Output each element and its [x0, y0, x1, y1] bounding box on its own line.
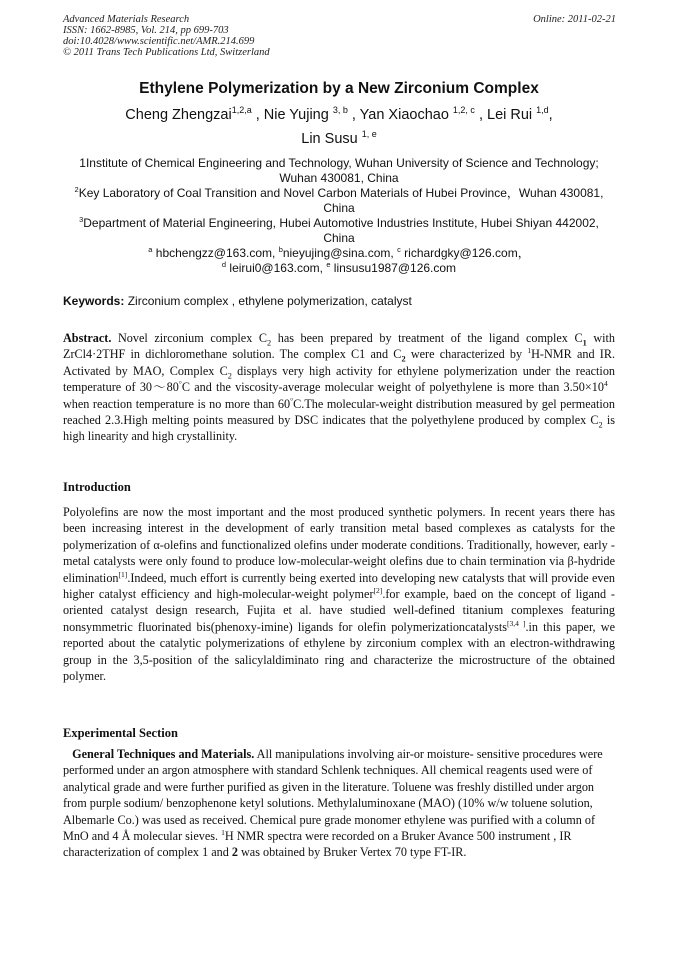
citation: [2]	[373, 585, 383, 595]
experimental-heading: Experimental Section	[63, 726, 178, 740]
online-date: Online: 2011-02-21	[533, 14, 616, 25]
author-affil: 1,d	[536, 105, 549, 116]
abstract-text: H-NMR and IR. Activated by MAO, Complex C	[63, 347, 616, 378]
abstract-text: C and the viscosity-average molecular weight of polyethylene is more than 3.50×10	[181, 380, 604, 395]
abstract	[63, 330, 615, 445]
author-name: Lei Rui	[487, 107, 533, 123]
email-sup: a	[148, 245, 153, 254]
subscript: 2	[401, 354, 406, 364]
abstract-text: Novel zirconium complex C	[117, 331, 268, 345]
author-name: Yan Xiaochao	[359, 107, 449, 123]
intro-text: .Indeed, much effort is currently being exerted into developing new catalysts that will provide even higher catalyst efficiency and high-molecular-weight polymer	[63, 570, 615, 602]
affiliation-2-text: Key Laboratory of Coal Transition and Novel Carbon Materials of Hubei Province，Wuhan 430081, China	[78, 186, 604, 215]
email-address[interactable]: nieyujing@sina.com,	[282, 246, 394, 260]
subscript: 2	[267, 338, 272, 348]
author-name: Nie Yujing	[263, 107, 329, 123]
email-address[interactable]: leirui0@163.com,	[229, 261, 323, 275]
journal-name: Advanced Materials Research	[63, 14, 190, 25]
author-affil: 1,2,a	[231, 105, 252, 116]
email-list	[63, 246, 615, 276]
author-affil: 3, b	[332, 105, 348, 116]
superscript: 1	[527, 346, 532, 356]
keywords-label: Keywords:	[63, 294, 125, 308]
experimental-body	[63, 746, 615, 861]
degree-sign: °	[290, 395, 294, 405]
affiliation-2-sup: 2	[74, 185, 79, 194]
abstract-text: with ZrCl4·2THF in dichloromethane solution. The complex C1 and C	[63, 331, 616, 362]
intro-text: .in this paper, we reported about the catalytic polymerizations of ethylene by zirconium complex with an electron-withdrawing group in the 3,5-position of the salicylaldiminato ring and characterize the microstructure of the obtained polymer.	[63, 619, 615, 684]
experimental-text: was obtained by Bruker Vertex 70 type FT-IR.	[241, 845, 467, 860]
general-techniques-subheading: General Techniques and Materials.	[72, 747, 255, 761]
subscript: 2	[598, 420, 603, 430]
experimental-text: All manipulations involving air-or moisture- sensitive procedures were performed under an argon atmosphere with standard Schlenk techniques. All chemical reagents used were of analytical grade and were further purified as given in the literature. Toluene was freshly distilled under argon from purple sodium/ benzophenone ketyl solutions. Methylaluminoxane (MAO) (10% w/w toluene solution, Albemarle Co.) was used as received. Chemical pure grade monomer ethylene was purified with a column of MnO and 4 Å molecular sieves.	[63, 747, 603, 844]
keywords-text: Zirconium complex , ethylene polymerization, catalyst	[127, 294, 412, 308]
email-sup: b	[278, 245, 283, 254]
affiliation-1: 1Institute of Chemical Engineering and Technology, Wuhan University of Science and Technology; Wuhan 430081, China	[79, 156, 599, 185]
author-name: Lin Susu	[301, 131, 358, 147]
citation: [1]	[118, 569, 128, 579]
email-sup: c	[397, 245, 401, 254]
author-name: Cheng Zhengzai	[125, 107, 232, 123]
introduction-heading: Introduction	[63, 480, 131, 494]
email-sup: d	[221, 260, 227, 269]
email-sup: e	[326, 260, 331, 269]
affiliation-2	[63, 186, 615, 216]
subscript: 1	[582, 338, 587, 348]
abstract-label: Abstract.	[63, 331, 112, 345]
email-address[interactable]: hbchengzz@163.com,	[155, 246, 276, 260]
intro-text: Polyolefins are now the most important and the most produced synthetic polymers. In recent years there has been increasing interest in the development of early transition metal based complexes as catalysts for the polymerization of α-olefins and functionalized olefins under moderate conditions. Traditionally, however, early -metal catalysts were only found to produce low-molecular-weight olefins due to chain termination via β-hydride elimination	[63, 505, 615, 585]
abstract-text: when reaction temperature is no more than 60	[63, 396, 291, 411]
copyright-line: © 2011 Trans Tech Publications Ltd, Switzerland	[63, 47, 270, 58]
intro-text: .for example, baed on the concept of ligand -oriented catalyst design research, Fujita et al. have studied well-defined titanium complexes featuring nonsymmetric fluorinated bis(phenoxy-imine) ligands for olefin polymerizationcatalysts	[63, 587, 615, 634]
affiliation-3	[63, 216, 615, 246]
journal-header	[63, 14, 270, 58]
experimental-text: H NMR spectra were recorded on a Bruker Avance 500 instrument , IR characterization of complex 1 and	[63, 829, 572, 860]
subscript: 2	[227, 371, 232, 381]
affiliation-3-text: Department of Material Engineering, Hubei Automotive Industries Institute, Hubei Shiyan 442002, China	[83, 216, 599, 245]
author-affil: 1, e	[361, 129, 377, 140]
superscript: 1	[221, 827, 225, 837]
abstract-text: has been prepared by treatment of the ligand complex C	[277, 331, 583, 345]
email-address[interactable]: linsusu1987@126.com	[333, 261, 457, 275]
paper-title: Ethylene Polymerization by a New Zirconium Complex	[139, 80, 539, 97]
abstract-text: displays very high activity for ethylene polymerization under the reaction temperature of 30～80	[63, 363, 616, 395]
citation: [3,4 ]	[506, 618, 526, 628]
superscript: 4	[603, 379, 608, 389]
keywords	[63, 294, 615, 308]
abstract-text: C.The molecular-weight distribution measured by gel permeation reached 2.3.High melting points measured by DSC indicates that the polyethylene produced by complex C	[63, 396, 615, 428]
author-affil: 1,2, c	[452, 105, 475, 116]
issn-line: ISSN: 1662-8985, Vol. 214, pp 699-703	[63, 25, 229, 36]
compound-number: 2	[231, 845, 238, 860]
degree-sign: °	[178, 379, 182, 389]
author-list: Cheng Zhengzai$^{1,2,a}$ , Nie Yujing $^{3, b}$ , Yan Xiaochao $^{1,2, c}$ , Lei Rui $^{1,d}$, Lin Susu $^{1, e}$	[125, 105, 553, 147]
abstract-text: is high linearity and high crystallinity.	[63, 413, 615, 444]
introduction-body	[63, 504, 615, 684]
abstract-text: were characterized by	[410, 347, 523, 362]
affiliation-3-sup: 3	[79, 215, 84, 224]
doi-line: doi:10.4028/www.scientific.net/AMR.214.699	[63, 36, 255, 47]
email-address[interactable]: richardgky@126.com，	[404, 246, 530, 260]
